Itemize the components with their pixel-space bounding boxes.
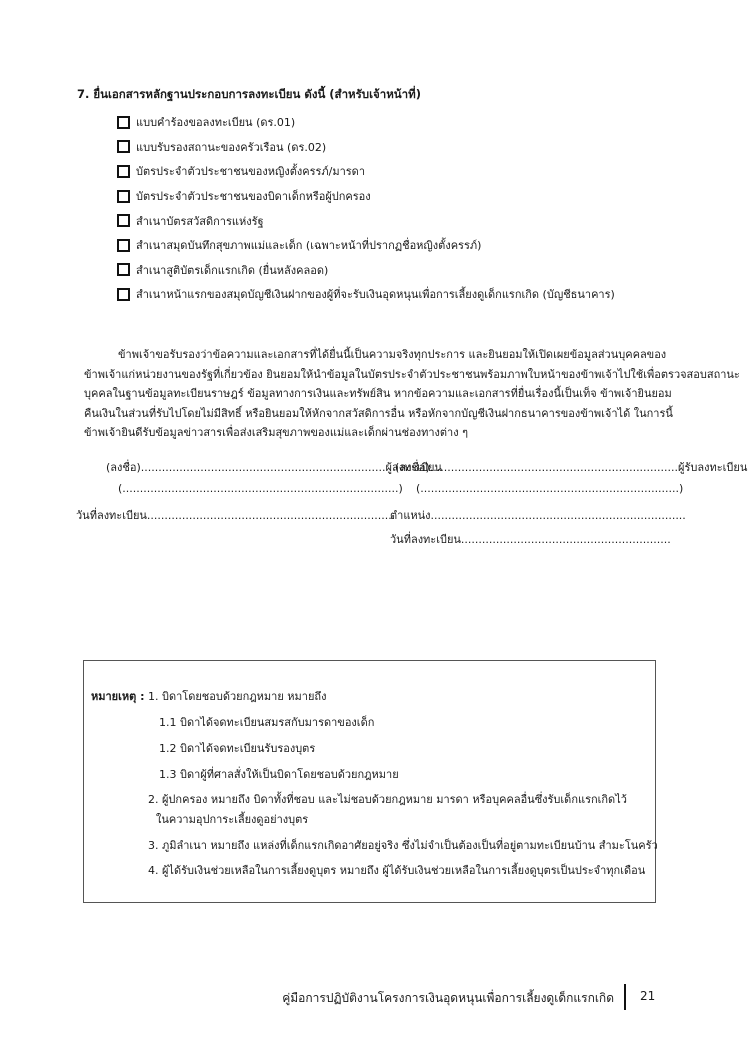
- checkbox-icon[interactable]: [117, 214, 130, 227]
- receiver-name-line: (..........................................................................): [416, 482, 684, 495]
- checklist-item: [117, 110, 615, 135]
- checklist-item: [117, 208, 615, 233]
- checklist-item: [117, 233, 615, 258]
- note-item-4: 4. ผู้ได้รับเงินช่วยเหลือในการเลี้ยงดูบุตร หมายถึง ผู้ได้รับเงินช่วยเหลือในการเลี้ยงดูบุตรเป็นประจำทุกเดือน: [148, 864, 646, 877]
- note-item-1-2: 1.2 บิดาได้จดทะเบียนรับรองบุตร: [159, 742, 316, 755]
- checklist-item-label: สำเนาสมุดบันทึกสุขภาพแม่และเด็ก (เฉพาะหน้าที่ปรากฏชื่อหญิงตั้งครรภ์): [136, 239, 482, 253]
- checklist-item: [117, 184, 615, 209]
- footer-title: คู่มือการปฏิบัติงานโครงการเงินอุดหนุนเพื่อการเลี้ยงดูเด็กแรกเกิด: [282, 991, 614, 1005]
- checkbox-icon[interactable]: [117, 239, 130, 252]
- checklist-item-label: แบบคำร้องขอลงทะเบียน (ดร.01): [136, 116, 296, 130]
- checkbox-icon[interactable]: [117, 116, 130, 129]
- declaration-line: คืนเงินในส่วนที่รับไปโดยไม่มีสิทธิ์ หรือยินยอมให้หักจากสวัสดิการอื่น หรือหักจากบัญชีเงินฝากธนาคารของข้าพเจ้าได้ ในการนี้: [84, 406, 673, 420]
- registrant-name-line: (...............................................................................): [118, 482, 403, 495]
- note-item-1: 1. บิดาโดยชอบด้วยกฎหมาย หมายถึง: [148, 690, 327, 703]
- checklist-item-label: บัตรประจำตัวประชาชนของบิดาเด็กหรือผู้ปกครอง: [136, 190, 371, 204]
- checkbox-icon[interactable]: [117, 140, 130, 153]
- checklist-item-label: แบบรับรองสถานะของครัวเรือน (ดร.02): [136, 140, 327, 154]
- note-item-1-3: 1.3 บิดาผู้ที่ศาลสั่งให้เป็นบิดาโดยชอบด้วยกฎหมาย: [159, 768, 399, 781]
- document-checklist: [117, 110, 615, 307]
- declaration-paragraph: [84, 345, 740, 443]
- checkbox-icon[interactable]: [117, 263, 130, 276]
- checklist-item: [117, 159, 615, 184]
- registration-date-line: วันที่ลงทะเบียน.......................................................................: [76, 509, 396, 522]
- checklist-item: [117, 135, 615, 160]
- checkbox-icon[interactable]: [117, 190, 130, 203]
- checkbox-icon[interactable]: [117, 165, 130, 178]
- checklist-item: [117, 282, 615, 307]
- note-item-2-continued: ในความอุปการะเลี้ยงดูอย่างบุตร: [156, 813, 309, 826]
- checklist-item-label: สำเนาบัตรสวัสดิการแห่งรัฐ: [136, 214, 264, 228]
- notes-box: [83, 660, 656, 903]
- note-item-2: 2. ผู้ปกครอง หมายถึง บิดาทั้งที่ชอบ และไม่ชอบด้วยกฎหมาย มารดา หรือบุคคลอื่นซึ่งรับเด็กแรกเกิดไว้: [148, 793, 627, 806]
- checklist-item: [117, 258, 615, 283]
- note-item-1-1: 1.1 บิดาได้จดทะเบียนสมรสกับมารดาของเด็ก: [159, 716, 375, 729]
- note-item-3: 3. ภูมิลำเนา หมายถึง แหล่งที่เด็กแรกเกิดอาศัยอยู่จริง ซึ่งไม่จำเป็นต้องเป็นที่อยู่ตามทะเบียนบ้าน สำมะโนครัว: [148, 839, 658, 852]
- footer-divider: [624, 984, 626, 1010]
- registrant-signature-line: (ลงชื่อ)......................................................................ผู้ลงทะเบียน: [106, 461, 442, 474]
- notes-label: หมายเหตุ :: [91, 690, 145, 703]
- declaration-line: ข้าพเจ้าขอรับรองว่าข้อความและเอกสารที่ได้ยื่นนี้เป็นความจริงทุกประการ และยินยอมให้เปิดเผยข้อมูลส่วนบุคคลของ: [118, 348, 667, 361]
- receiver-signature-line: (ลงชื่อ).......................................................................ผู้รับลงทะเบียน: [395, 461, 748, 474]
- receiver-date-line: วันที่ลงทะเบียน............................................................: [390, 533, 671, 546]
- receiver-position-line: ตำแหน่ง.........................................................................: [390, 509, 686, 522]
- declaration-line: ข้าพเจ้ายินดีรับข้อมูลข่าวสารเพื่อส่งเสริมสุขภาพของแม่และเด็กผ่านช่องทางต่าง ๆ: [84, 426, 468, 440]
- checklist-item-label: บัตรประจำตัวประชาชนของหญิงตั้งครรภ์/มารดา: [136, 165, 365, 179]
- page-number: 21: [640, 989, 656, 1003]
- checklist-item-label: สำเนาหน้าแรกของสมุดบัญชีเงินฝากของผู้ที่จะรับเงินอุดหนุนเพื่อการเลี้ยงดูเด็กแรกเกิด (บัญชีธนาคาร): [136, 288, 615, 302]
- declaration-line: บุคคลในฐานข้อมูลทะเบียนราษฎร์ ข้อมูลทางการเงินและทรัพย์สิน หากข้อความและเอกสารที่ยื่นเรื่องนี้เป็นเท็จ ข้าพเจ้ายินยอม: [84, 387, 672, 401]
- checklist-item-label: สำเนาสูติบัตรเด็กแรกเกิด (ยื่นหลังคลอด): [136, 263, 329, 277]
- checkbox-icon[interactable]: [117, 288, 130, 301]
- section-title: 7. ยื่นเอกสารหลักฐานประกอบการลงทะเบียน ดังนี้ (สำหรับเจ้าหน้าที่): [77, 87, 421, 101]
- declaration-line: ข้าพเจ้าแก่หน่วยงานของรัฐที่เกี่ยวข้อง ยินยอมให้นำข้อมูลในบัตรประจำตัวประชาชนพร้อมภาพใบหน้าของข้าพเจ้าไปใช้เพื่อตรวจสอบสถานะ: [84, 367, 740, 381]
- notes-first-line: [91, 687, 326, 705]
